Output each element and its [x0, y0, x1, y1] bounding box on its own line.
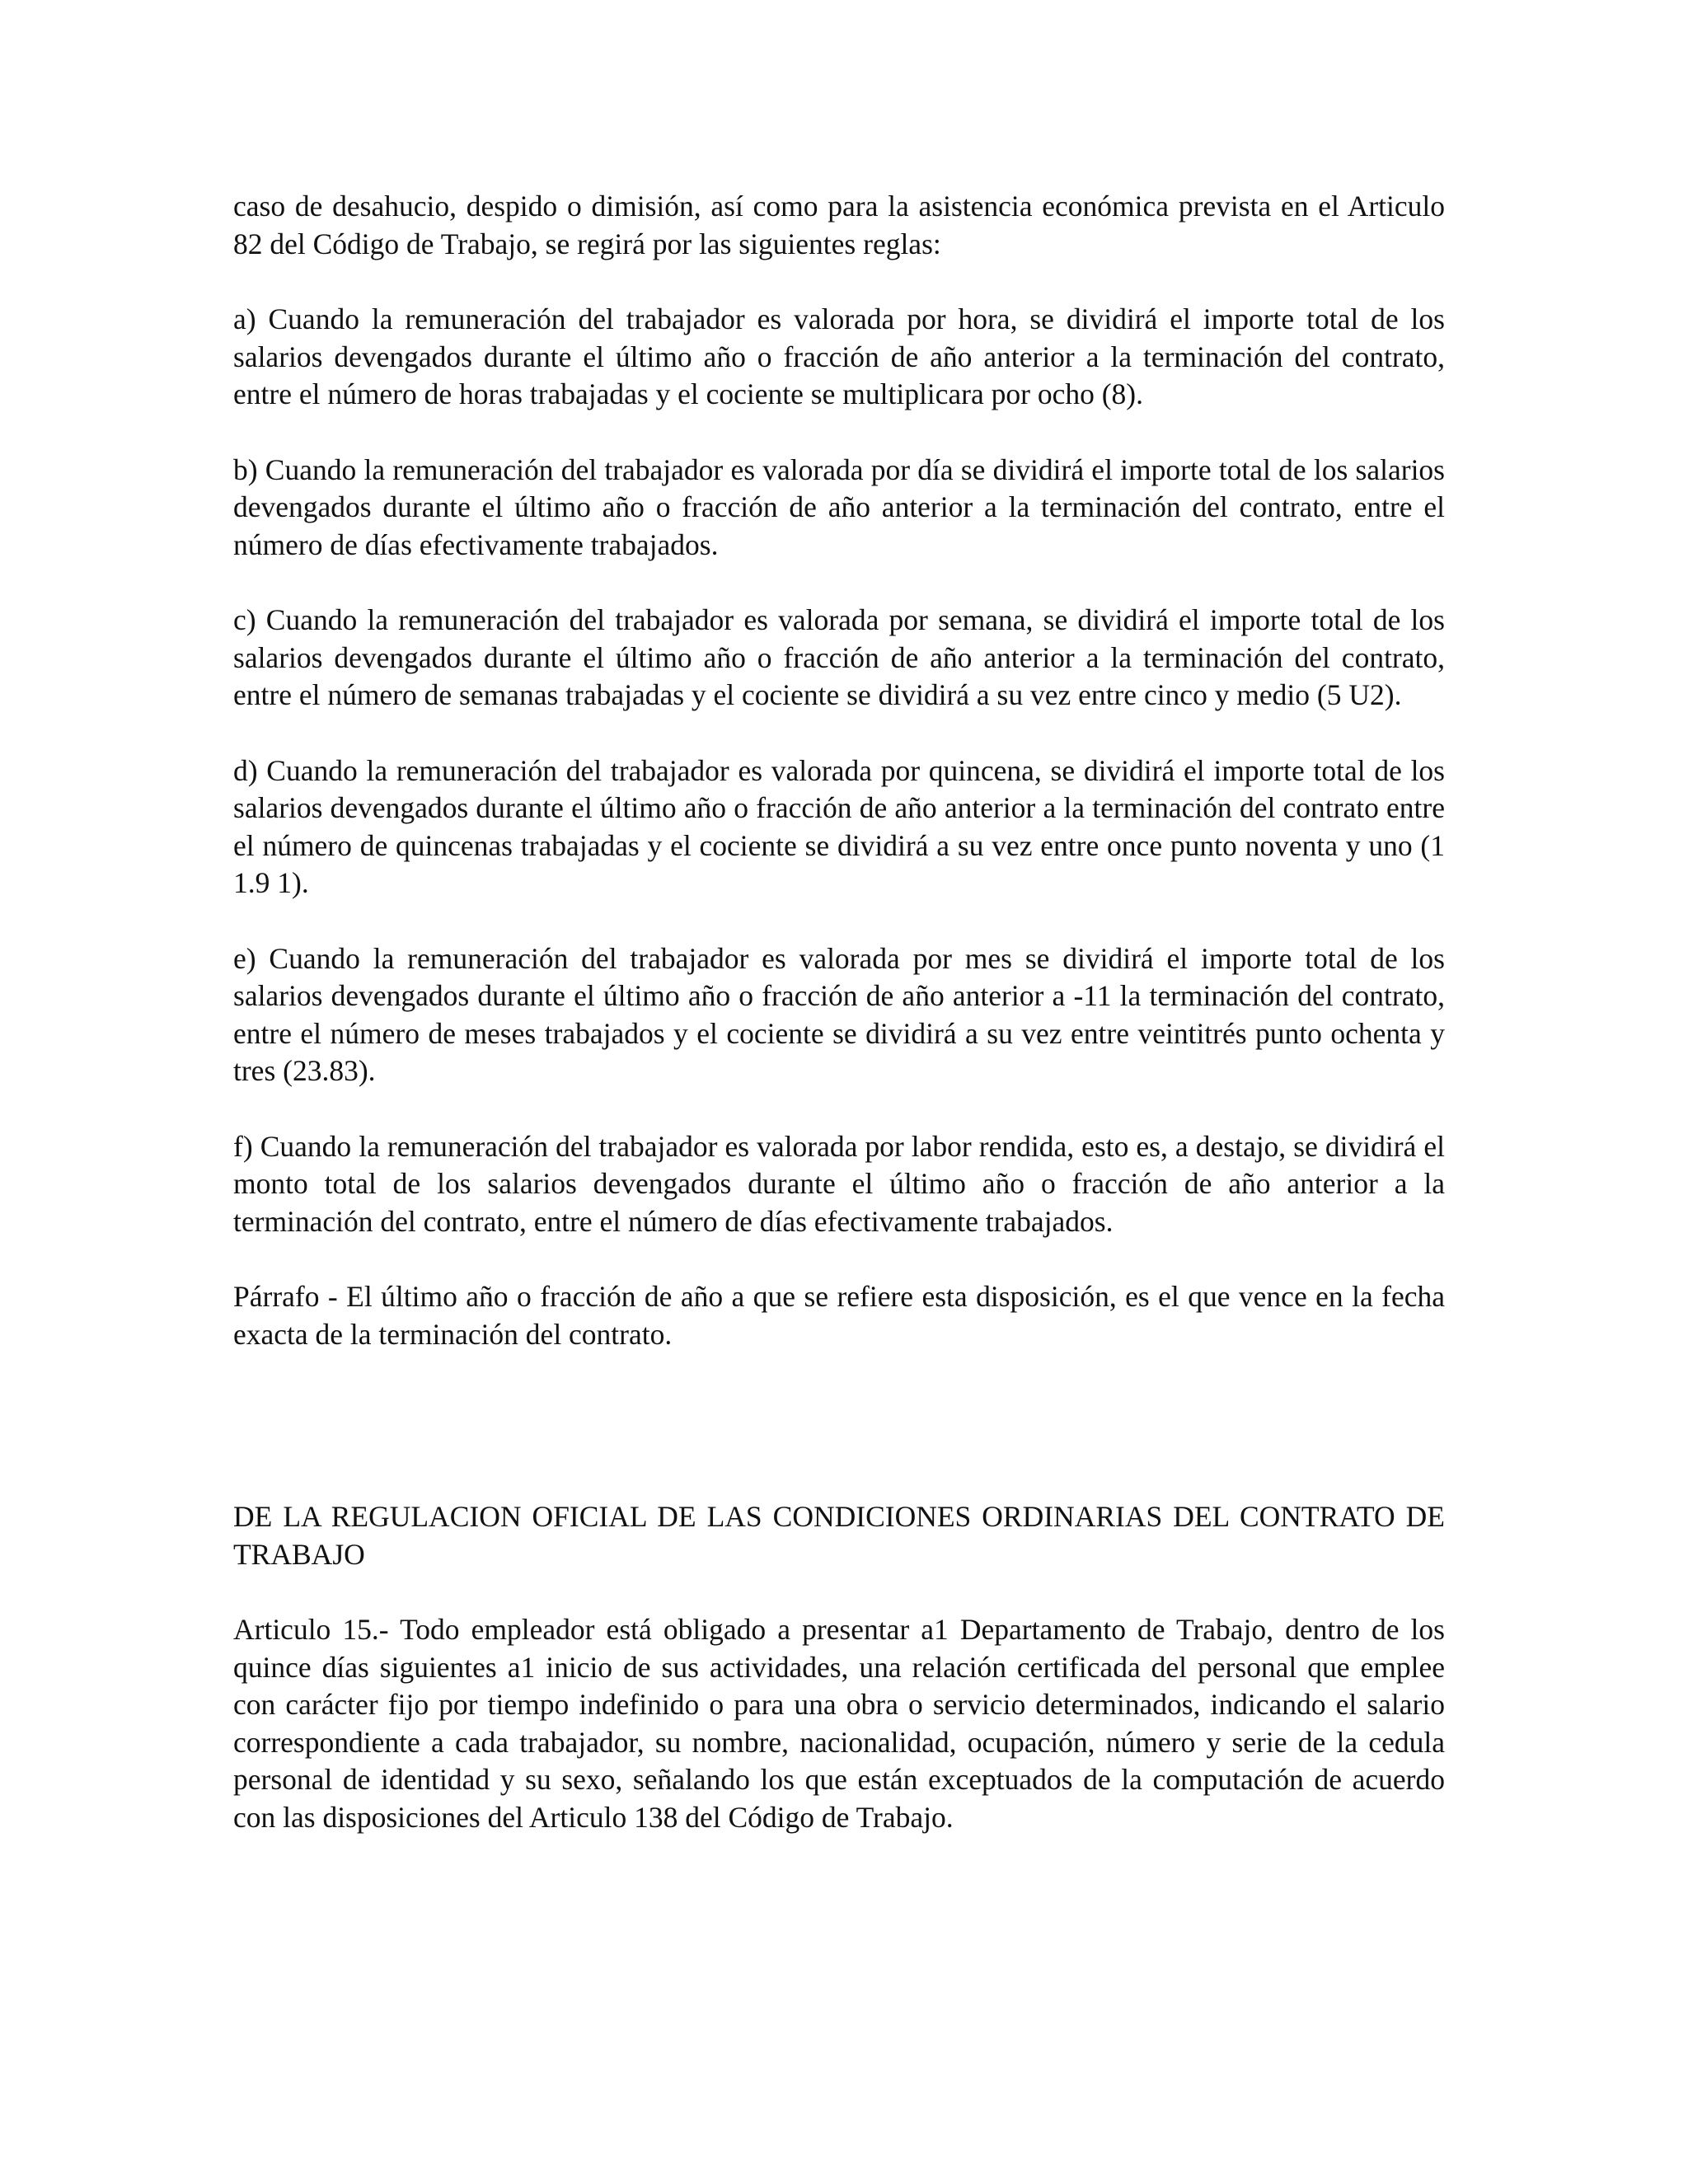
intro-paragraph: caso de desahucio, despido o dimisión, así como para la asistencia económica prevista en el Articulo 82 del Código de Trabajo, se regirá por las siguientes reglas:	[233, 190, 1445, 260]
rule-f-paragraph: f) Cuando la remuneración del trabajador es valorada por labor rendida, esto es, a destajo, se dividirá el monto total de los salarios devengados durante el último año o fracción de año anterior a la terminación del contrato, entre el número de días efectivamente trabajados.	[233, 1129, 1445, 1238]
rule-e-paragraph: e) Cuando la remuneración del trabajador es valorada por mes se dividirá el importe total de los salarios devengados durante el último año o fracción de año anterior a -11 la terminación del contrato, entre el número de meses trabajados y el cociente se dividirá a su vez entre veintitrés punto ochenta y tres (23.83).	[233, 941, 1445, 1087]
rule-d-paragraph: d) Cuando la remuneración del trabajador es valorada por quincena, se dividirá el importe total de los salarios devengados durante el último año o fracción de año anterior a la terminación del contrato entre el número de quincenas trabajadas y el cociente se dividirá a su vez entre once punto noventa y uno (1 1.9 1).	[233, 753, 1445, 899]
document-page	[233, 188, 1445, 1836]
parrafo-paragraph: Párrafo - El último año o fracción de año a que se refiere esta disposición, es el que vence en la fecha exacta de la terminación del contrato.	[233, 1280, 1445, 1351]
rule-c-paragraph: c) Cuando la remuneración del trabajador es valorada por semana, se dividirá el importe total de los salarios devengados durante el último año o fracción de año anterior a la terminación del contrato, entre el número de semanas trabajadas y el cociente se dividirá a su vez entre cinco y medio (5 U2).	[233, 603, 1445, 711]
rule-b-paragraph: b) Cuando la remuneración del trabajador es valorada por día se dividirá el importe total de los salarios devengados durante el último año o fracción de año anterior a la terminación del contrato, entre el número de días efectivamente trabajados.	[233, 452, 1445, 561]
rule-a-paragraph: a) Cuando la remuneración del trabajador es valorada por hora, se dividirá el importe total de los salarios devengados durante el último año o fracción de año anterior a la terminación del contrato, entre el número de horas trabajadas y el cociente se multiplicara por ocho (8).	[233, 302, 1445, 410]
article-15-paragraph: Articulo 15.- Todo empleador está obligado a presentar a1 Departamento de Trabajo, dentro de los quince días siguientes a1 inicio de sus actividades, una relación certificada del personal que emplee con carácter fijo por tiempo indefinido o para una obra o servicio determinados, indicando el salario correspondiente a cada trabajador, su nombre, nacionalidad, ocupación, número y serie de la cedula personal de identidad y su sexo, señalando los que están exceptuados de la computación de acuerdo con las disposiciones del Articulo 138 del Código de Trabajo.	[233, 1613, 1445, 1834]
section-heading: DE LA REGULACION OFICIAL DE LAS CONDICIONES ORDINARIAS DEL CONTRATO DE TRABAJO	[233, 1500, 1445, 1571]
